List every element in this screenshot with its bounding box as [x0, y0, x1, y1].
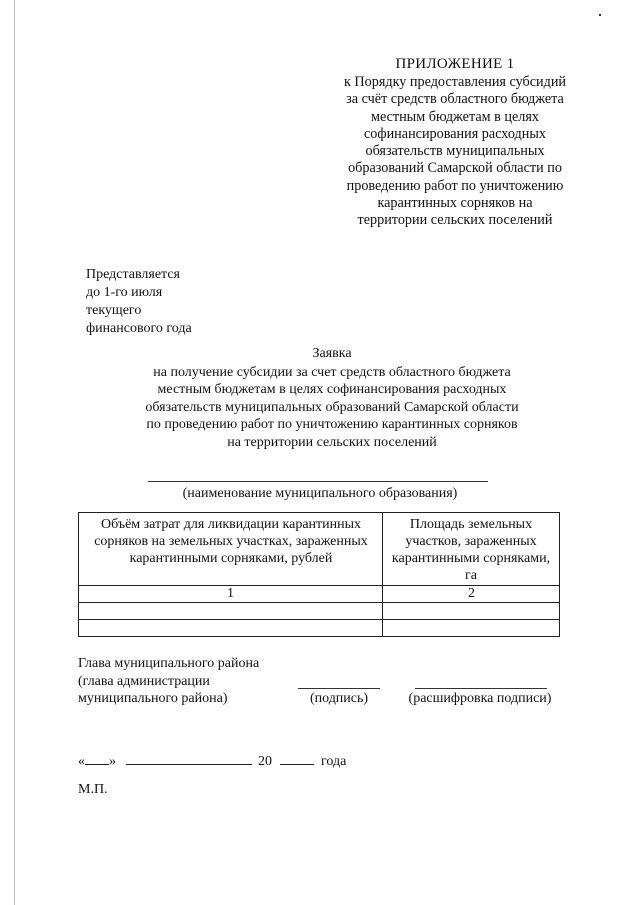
header-line: га [465, 568, 477, 583]
municipality-caption: (наименование муниципального образования) [182, 486, 458, 501]
header-line: сорняков на земельных участках, зараженных [94, 534, 368, 549]
table-header-area [385, 516, 557, 584]
header-line: Объём затрат для ликвидации карантинных [100, 517, 362, 532]
appendix-line: к Порядку предоставления субсидий [343, 74, 567, 90]
header-line: карантинными сорняками, рублей [129, 551, 333, 566]
table-row-divider [79, 619, 560, 620]
request-line: обязательств муниципальных образований Самарской области [145, 399, 519, 415]
scan-speck [599, 14, 601, 16]
request-line: по проведению работ по уничтожению карантинных сорняков [146, 417, 518, 432]
appendix-block [305, 56, 605, 230]
signatory-line: муниципального района) [78, 691, 228, 706]
cost-area-table [78, 512, 560, 637]
year-prefix: 20 [258, 754, 272, 769]
table-cell-cost-value[interactable] [79, 603, 382, 619]
date-row [78, 752, 346, 770]
submission-line: финансового года [86, 321, 192, 336]
appendix-line: территории сельских поселений [357, 212, 553, 229]
column-number-area: 2 [468, 586, 475, 601]
header-line: Площадь земельных [409, 517, 533, 532]
submission-line: до 1-го июля [86, 285, 163, 300]
appendix-line: проведению работ по уничтожению [346, 177, 564, 194]
request-heading-block [62, 345, 602, 451]
table-header-cost [85, 516, 377, 567]
stamp-place-label: М.П. [78, 782, 108, 797]
column-number-cost: 1 [227, 586, 234, 601]
appendix-line: софинансирования расходных [364, 125, 546, 142]
scan-edge-line [14, 0, 15, 905]
request-line: на территории сельских поселений [227, 434, 437, 450]
day-fill-line[interactable] [85, 752, 109, 765]
year-suffix: года [321, 754, 347, 769]
signature-fill-line[interactable] [298, 688, 380, 689]
appendix-heading: ПРИЛОЖЕНИЕ 1 [395, 56, 515, 72]
header-line: участков, зараженных [405, 534, 537, 549]
submission-line: Представляется [86, 267, 180, 282]
appendix-line: обязательств муниципальных [365, 143, 545, 160]
appendix-line: за счёт средств областного бюджета [346, 91, 564, 108]
municipality-fill-line[interactable] [148, 481, 488, 482]
header-line: карантинными сорняками, [391, 551, 551, 566]
signatory-line: (глава администрации [78, 673, 210, 689]
table-cell-area-value[interactable] [383, 603, 560, 619]
submission-line: текущего [86, 303, 142, 318]
appendix-text [305, 74, 605, 230]
signature-decoding-fill-line[interactable] [415, 688, 547, 689]
request-line: на получение субсидии за счет средств областного бюджета [153, 364, 511, 380]
signature-caption: (подпись) [309, 691, 369, 706]
submission-note [86, 266, 192, 338]
signatory-line: Глава муниципального района [78, 656, 260, 671]
request-line: местным бюджетам в целях софинансирования расходных [157, 382, 507, 397]
request-title: Заявка [312, 346, 352, 361]
signature-decoding-caption: (расшифровка подписи) [408, 691, 552, 706]
head-of-district-label [78, 655, 259, 708]
year-fill-line[interactable] [280, 752, 314, 765]
appendix-line: карантинных сорняков на [377, 195, 533, 212]
date-close-quote: » [109, 754, 116, 769]
appendix-line: образований Самарской области по [348, 160, 562, 177]
date-open-quote: « [78, 754, 85, 769]
appendix-line: местным бюджетам в целях [370, 108, 540, 125]
month-fill-line[interactable] [126, 752, 252, 765]
